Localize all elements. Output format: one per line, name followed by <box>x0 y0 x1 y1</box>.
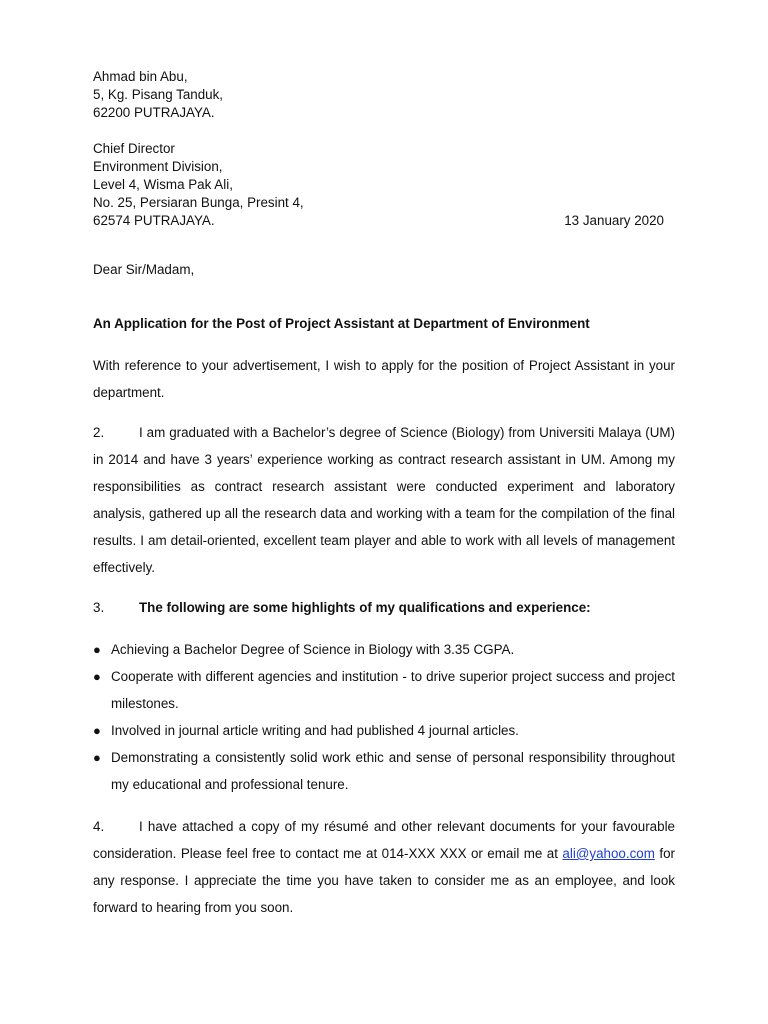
sender-address-line2: 62200 PUTRAJAYA. <box>93 105 215 120</box>
recipient-division: Environment Division, <box>93 159 223 174</box>
intro-paragraph <box>93 352 675 406</box>
recipient-address <box>93 140 675 230</box>
recipient-postcode-row <box>93 212 675 230</box>
list-item <box>93 744 675 798</box>
paragraph-3 <box>93 594 675 621</box>
paragraph-2-body: I am graduated with a Bachelor’s degree of Science (Biology) from Universiti Malaya (UM) in 2014 and have 3 years’ experience working as contract research assistant in UM. Among my responsibilities as contract research assistant were conducted experiment and laboratory analysis, gathered up all the research data and working with a team for the compilation of the final results. I am detail-oriented, excellent team player and able to work with all levels of management effectively. <box>93 425 675 575</box>
bullet-icon: ● <box>93 642 101 657</box>
subject-line: An Application for the Post of Project Assistant at Department of Environment <box>93 316 590 331</box>
paragraph-4-body-start: I have attached a copy of my résumé and other relevant documents for your favourable consideration. Please feel free to contact me at 014-XXX XXX or email me at <box>93 819 675 861</box>
highlights-list <box>93 636 675 798</box>
bullet-icon: ● <box>93 669 101 684</box>
recipient-level: Level 4, Wisma Pak Ali, <box>93 177 233 192</box>
paragraph-2 <box>93 419 675 581</box>
list-item <box>93 636 675 663</box>
paragraph-3-body: The following are some highlights of my qualifications and experience: <box>139 600 591 615</box>
salutation-block <box>93 261 675 279</box>
highlight-text: Cooperate with different agencies and institution - to drive superior project success and project milestones. <box>111 669 675 711</box>
paragraph-4 <box>93 813 675 921</box>
sender-address-line1: 5, Kg. Pisang Tanduk, <box>93 87 224 102</box>
bullet-icon: ● <box>93 750 101 765</box>
salutation: Dear Sir/Madam, <box>93 262 195 277</box>
highlight-text: Demonstrating a consistently solid work ethic and sense of personal responsibility throughout my educational and professional tenure. <box>111 750 675 792</box>
bullet-icon: ● <box>93 723 101 738</box>
subject-block <box>93 315 675 333</box>
paragraph-2-text <box>93 419 675 581</box>
paragraph-4-body-end: for any response. I appreciate the time you have taken to consider me as an employee, and look forward to hearing from you soon. <box>93 846 675 915</box>
paragraph-4-text <box>93 813 675 921</box>
paragraph-2-number: 2. <box>93 425 105 440</box>
paragraph-3-text <box>93 594 675 621</box>
paragraph-3-number: 3. <box>93 600 105 615</box>
sender-address <box>93 68 675 122</box>
letter-date: 13 January 2020 <box>564 213 664 228</box>
paragraph-4-number: 4. <box>93 819 105 834</box>
intro-text: With reference to your advertisement, I wish to apply for the position of Project Assistant in your department. <box>93 358 675 400</box>
highlight-text: Involved in journal article writing and had published 4 journal articles. <box>111 723 519 738</box>
highlight-text: Achieving a Bachelor Degree of Science in Biology with 3.35 CGPA. <box>111 642 515 657</box>
recipient-postcode-city: 62574 PUTRAJAYA. <box>93 213 215 228</box>
list-item <box>93 717 675 744</box>
list-item <box>93 663 675 717</box>
recipient-street: No. 25, Persiaran Bunga, Presint 4, <box>93 195 304 210</box>
recipient-title: Chief Director <box>93 141 175 156</box>
email-link[interactable]: ali@yahoo.com <box>562 846 655 861</box>
sender-name: Ahmad bin Abu, <box>93 69 188 84</box>
